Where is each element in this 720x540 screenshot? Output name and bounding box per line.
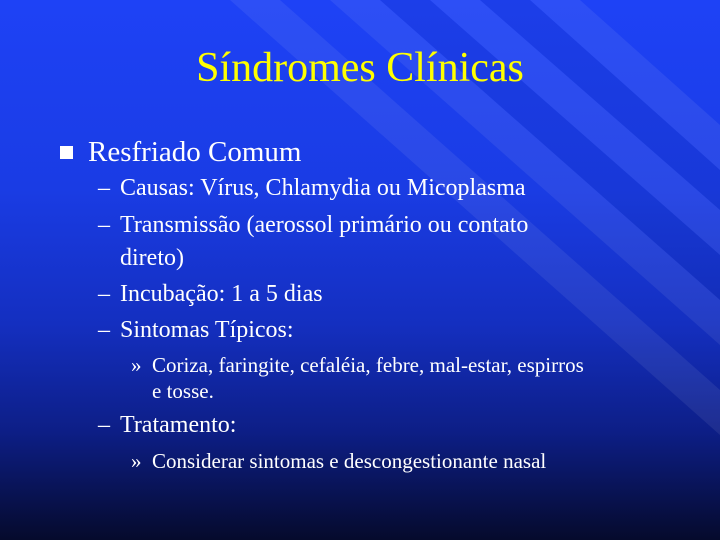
dash-marker: – xyxy=(98,212,110,238)
raquo-marker: » xyxy=(131,449,142,473)
bullet-text: Resfriado Comum xyxy=(88,136,302,168)
detail-text: Coriza, faringite, cefaléia, febre, mal-estar, espirros xyxy=(152,353,584,377)
bullet-resfriado-comum xyxy=(60,134,301,170)
sub-item-text: Incubação: 1 a 5 dias xyxy=(120,281,323,307)
detail-sintomas xyxy=(131,351,584,379)
sub-item-tratamento xyxy=(98,409,236,442)
dash-marker: – xyxy=(98,317,110,343)
raquo-marker: » xyxy=(131,353,142,377)
sub-item-text: Tratamento: xyxy=(120,412,237,438)
sub-item-incubacao xyxy=(98,278,323,311)
square-bullet-icon xyxy=(60,146,73,159)
sub-item-text: Sintomas Típicos: xyxy=(120,317,294,343)
detail-text: Considerar sintomas e descongestionante nasal xyxy=(152,449,547,473)
slide-title: Síndromes Clínicas xyxy=(196,45,524,91)
sub-item-causas xyxy=(98,172,526,205)
sub-item-transmissao xyxy=(98,209,528,242)
sub-item-sintomas xyxy=(98,314,294,347)
sub-item-text: Transmissão (aerossol primário ou contato xyxy=(120,212,529,238)
dash-marker: – xyxy=(98,281,110,307)
sub-item-text: Causas: Vírus, Chlamydia ou Micoplasma xyxy=(120,175,526,201)
sub-item-transmissao-continuation: direto) xyxy=(120,245,184,271)
dash-marker: – xyxy=(98,412,110,438)
dash-marker: – xyxy=(98,175,110,201)
detail-sintomas-continuation: e tosse. xyxy=(152,379,214,403)
detail-tratamento xyxy=(131,447,546,475)
